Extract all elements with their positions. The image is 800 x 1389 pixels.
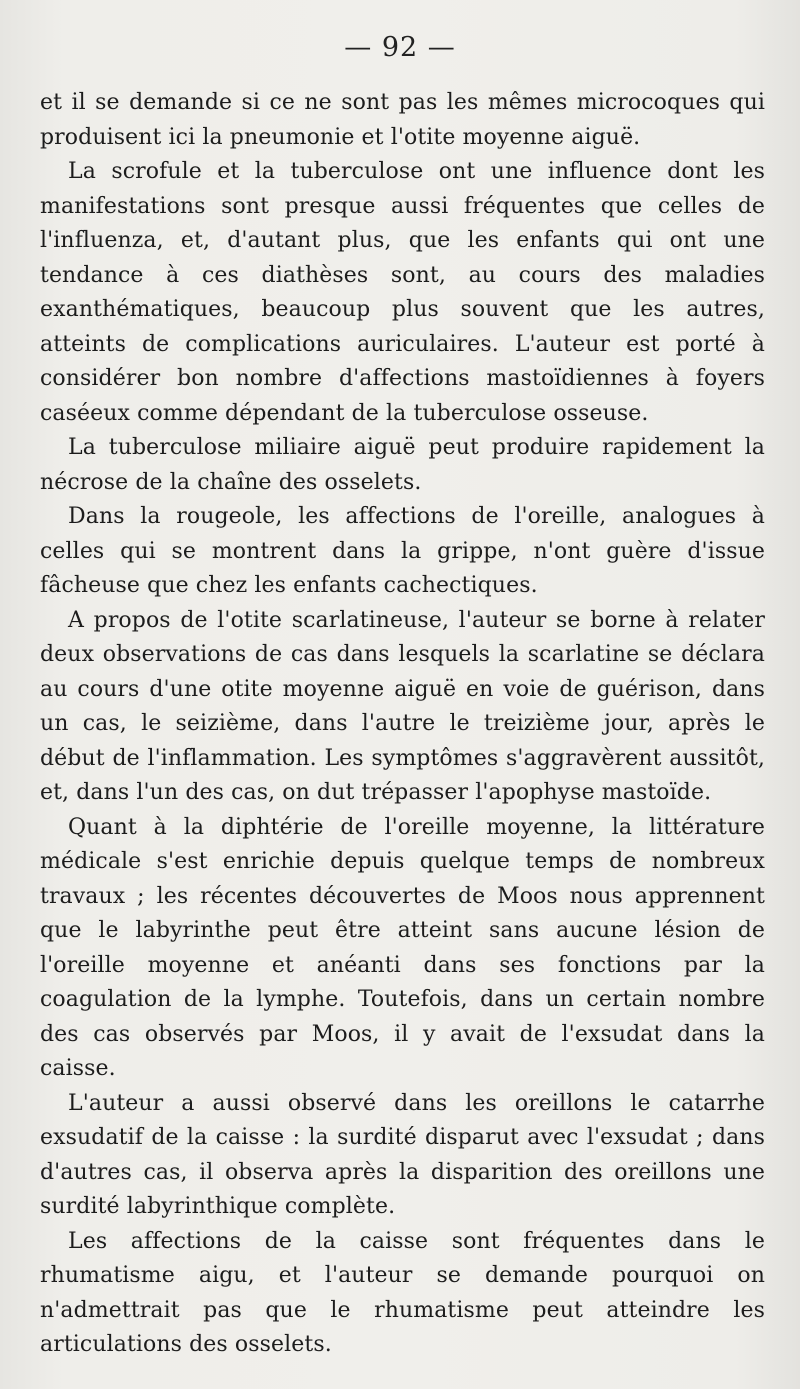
paragraph-1: et il se demande si ce ne sont pas les mêmes microcoques qui produisent ici la pneumonie et l'otite moyenne aiguë. (40, 90, 765, 150)
page-number: — 92 — (344, 32, 456, 63)
paragraph-6: Quant à la diphtérie de l'oreille moyenne, la littérature médicale s'est enrichie depuis quelque temps de nombreux travaux ; les récentes découvertes de Moos nous apprennent que le labyrinthe peut être atteint sans aucune lésion de l'oreille moyenne et anéanti dans ses fonctions par la coagulation de la lymphe. Toutefois, dans un certain nombre des cas observés par Moos, il y avait de l'exsudat dans la caisse. (40, 814, 765, 1081)
paragraph-5: A propos de l'otite scarlatineuse, l'auteur se borne à relater deux observations de cas dans lesquels la scarlatine se déclara au cours d'une otite moyenne aiguë en voie de guérison, dans un cas, le seizième, dans l'autre le treizième jour, après le début de l'inflammation. Les symptômes s'aggravèrent aussitôt, et, dans l'un des cas, on dut trépasser l'apophyse mastoïde. (40, 607, 765, 805)
paragraph-3: La tuberculose miliaire aiguë peut produire rapidement la nécrose de la chaîne des osselets. (40, 435, 765, 495)
paragraph-8: Les affections de la caisse sont fréquentes dans le rhumatisme aigu, et l'auteur se demande pourquoi on n'admettrait pas que le rhumatisme peut atteindre les articulations des osselets. (40, 1228, 765, 1357)
paragraph-4: Dans la rougeole, les affections de l'oreille, analogues à celles qui se montrent dans la grippe, n'ont guère d'issue fâcheuse que chez les enfants cachectiques. (40, 504, 765, 598)
paragraph-2: La scrofule et la tuberculose ont une influence dont les manifestations sont presque aussi fréquentes que celles de l'influenza, et, d'autant plus, que les enfants qui ont une tendance à ces diathèses sont, au cours des maladies exanthématiques, beaucoup plus souvent que les autres, atteints de complications auriculaires. L'auteur est porté à considérer bon nombre d'affections mastoïdiennes à foyers caséeux comme dépendant de la tuberculose osseuse. (40, 159, 765, 426)
body-text (40, 86, 765, 1363)
paragraph-7: L'auteur a aussi observé dans les oreillons le catarrhe exsudatif de la caisse : la surdité disparut avec l'exsudat ; dans d'autres cas, il observa après la disparition des oreillons une surdité labyrinthique complète. (40, 1090, 765, 1219)
